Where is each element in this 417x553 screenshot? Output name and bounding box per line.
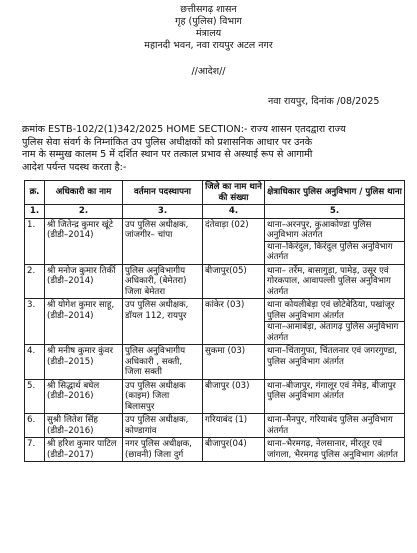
col-number: 4. [203,205,265,219]
officer-name: श्री सिद्धार्थ बघेल (डीडी–2016) [45,379,123,414]
posting-table [24,180,405,462]
table-row [25,299,405,345]
row-sn: 1. [25,218,45,264]
government-name: छत्तीसगढ़ शासन [180,4,237,15]
jurisdiction: थाना–भैरमगढ़, नेलसानार, मीरतूर एवं जांगला, भैरमगढ़ पुलिस अनुविभाग अंतर्गत [265,438,405,462]
district: दंतेवाड़ा (02) [203,218,265,264]
officer-name: श्री हरिश कुमार पाटिल (डीडी–2017) [45,438,123,462]
jurisdiction-entry: थाना कोयलीबेड़ा एवं छोटेबेठिया, पखांजूर पुलिस अनुविभाग अंतर्गत [267,300,395,321]
jurisdiction-entry: थाना–किरंदुल, किरंदुल पुलिस अनुविभाग अंतर्गत [265,241,404,263]
district: गरियाबंद (1) [203,414,265,438]
current-posting: पुलिस अनुविभागीय अधिकारी, (बेमेतरा) जिला बेमेतरा [123,264,203,299]
ministry-name: मंत्रालय [195,28,222,39]
table-row [25,414,405,438]
header-officer-name: अधिकारी का नाम [45,181,123,205]
current-posting: नगर पुलिस अधीक्षक, (छावनी) जिला दुर्ग [123,438,203,462]
officer-name: श्री मनोज कुमार तिर्की (डीडी–2014) [45,264,123,299]
col-number: 3. [123,205,203,219]
col-number: 1. [25,205,45,219]
jurisdiction [265,299,405,345]
jurisdiction: थाना–चिंतागुफा, चिंतलनार एवं जगरगुण्डा, पुलिस अनुविभाग अंतर्गत [265,345,405,380]
jurisdiction-entry: थाना–आमाबेड़ा, अंतागढ़ पुलिस अनुविभाग अंतर्गत [265,321,404,343]
district: बीजापुर (03) [203,379,265,414]
row-sn: 7. [25,438,45,462]
header-sn: क्र. [25,181,45,205]
table-row [25,379,405,414]
table-row [25,218,405,264]
column-number-row [25,205,405,219]
jurisdiction: थाना– तर्रेम, बासागुड़ा, पामेड़, उसूर एवं गोरकपाल, आवापल्ली पुलिस अनुविभाग अंतर्गत [265,264,405,299]
table-header-row [25,181,405,205]
jurisdiction: थाना–बीजापुर, गंगालूर एवं नेमेड़, बीजापुर पुलिस अनुविभाग अंतर्गत [265,379,405,414]
order-body [22,124,404,174]
row-sn: 2. [25,264,45,299]
row-sn: 4. [25,345,45,380]
jurisdiction [265,218,405,264]
officer-name: श्री मनीष कुमार कुंवर (डीडी–2015) [45,345,123,380]
district: बीजापुर(05) [203,264,265,299]
district: कांकेर (03) [203,299,265,345]
order-title: //आदेश// [191,66,226,77]
header-district: जिले का नाम थाने की संख्या [203,181,265,205]
body-line-3: नाम के सम्मुख कालम 5 में दर्शित स्थान पर तत्काल प्रभाव से अस्थाई रूप से आगामी [22,149,313,161]
officer-name: सुश्री लितेश सिंह (डीडी–2016) [45,414,123,438]
header-current-posting: वर्तमान पदस्थापना [123,181,203,205]
current-posting: उप पुलिस अधीक्षक, डॉयल 112, रायपुर [123,299,203,345]
date-line: नवा रायपुर, दिनांक /08/2025 [268,96,380,107]
jurisdiction-entry: थाना–अरनपुर, कुआकोण्डा पुलिस अनुविभाग अंतर्गत [267,219,372,240]
table-row [25,264,405,299]
department-name: गृह (पुलिस) विभाग [175,16,242,27]
table-row [25,438,405,462]
body-line-4: आदेश पर्यन्त पदस्थ करता है:- [22,161,127,173]
row-sn: 3. [25,299,45,345]
col-number: 5. [265,205,405,219]
current-posting: उप पुलिस अधीक्षक (काइम) जिला बिलासपुर [123,379,203,414]
row-sn: 6. [25,414,45,438]
body-line-1: क्रमांक ESTB-102/2(1)342/2025 HOME SECTION:- राज्य शासन एतदद्वारा राज्य [22,124,346,135]
body-line-2: पुलिस सेवा संवर्ग के निम्नांकित उप पुलिस अधीक्षकों को प्रशासनिक आधार पर उनके [22,136,313,148]
header-jurisdiction: क्षेत्राधिकार पुलिस अनुविभाग / पुलिस थाना [265,181,405,205]
district: सुकमा (03) [203,345,265,380]
row-sn: 5. [25,379,45,414]
district: बीजापुर(04) [203,438,265,462]
col-number: 2. [45,205,123,219]
officer-name: श्री योगेश कुमार साहू, (डीडी–2014) [45,299,123,345]
officer-name: श्री जितेन्द्र कुमार खूंटे (डीडी–2014) [45,218,123,264]
address-line: महानदी भवन, नवा रायपुर अटल नगर [144,40,273,51]
current-posting: पुलिस अनुविभागीय अधिकारी , सक्ती, जिला सक्ती [123,345,203,380]
table-row [25,345,405,380]
jurisdiction: थाना–मैनपुर, गरियाबंद पुलिस अनुविभाग अंतर्गत [265,414,405,438]
current-posting: उप पुलिस अधीक्षक, जांजगीर– चांपा [123,218,203,264]
current-posting: उप पुलिस अधीक्षक, कोण्डागांव [123,414,203,438]
